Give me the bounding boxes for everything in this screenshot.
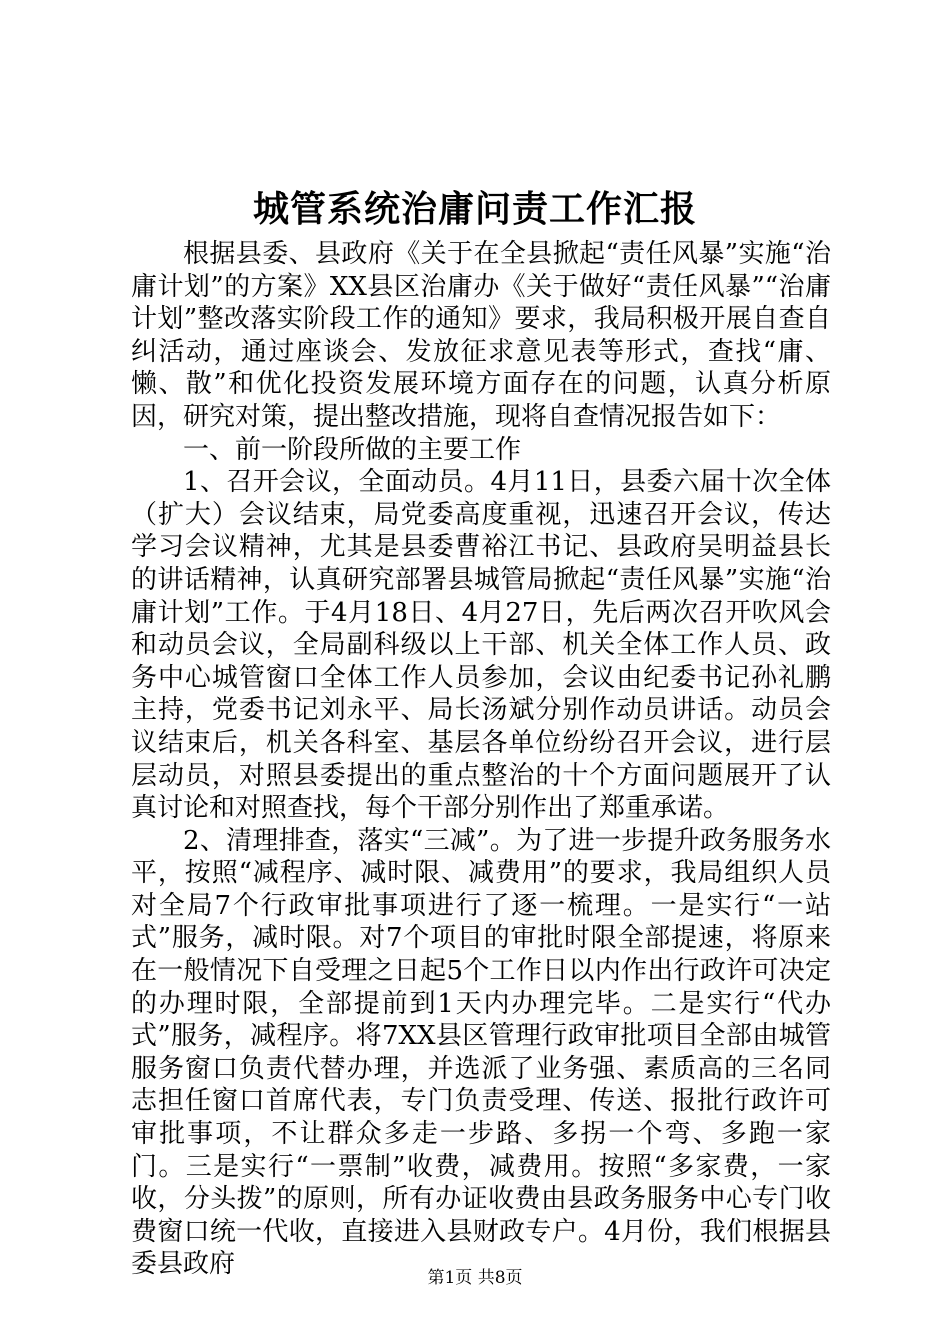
- section-heading-1: 一、前一阶段所做的主要工作: [183, 434, 522, 465]
- paragraph-item-2: 2、清理排查，落实“三减”。为了进一步提升政务服务水平，按照“减程序、减时限、减费用”的要求，我局组织人员对全局7个行政审批事项进行了逐一梳理。一是实行“一站式”服务，减时限。对7个项目的审批时限全部提速，将原来在一般情况下自受理之日起5个工作日以内作出行政许可决定的办理时限，全部提前到1天内办理完毕。二是实行“代办式”服务，减程序。将7XX县区管理行政审批项目全部由城管服务窗口负责代替办理，并选派了业务强、素质高的三名同志担任窗口首席代表，专门负责受理、传送、报批行政许可审批事项，不让群众多走一步路、多拐一个弯、多跑一家门。三是实行“一票制”收费，减费用。按照“多家费，一家收，分头拨”的原则，所有办证收费由县政务服务中心专门收费窗口统一代收，直接进入县财政专户。4月份，我们根据县委县政府: [131, 825, 831, 1280]
- document-title: 城管系统治庸问责工作汇报: [252, 188, 697, 230]
- paragraph-item-1: 1、召开会议，全面动员。4月11日，县委六届十次全体（扩大）会议结束，局党委高度重视，迅速召开会议，传达学习会议精神，尤其是县委曹裕江书记、县政府吴明益县长的讲话精神，认真研究部署县城管局掀起“责任风暴”实施“治庸计划”工作。于4月18日、4月27日，先后两次召开吹风会和动员会议，全局副科级以上干部、机关全体工作人员、政务中心城管窗口全体工作人员参加，会议由纪委书记孙礼鹏主持，党委书记刘永平、局长汤斌分别作动员讲话。动员会议结束后，机关各科室、基层各单位纷纷召开会议，进行层层动员，对照县委提出的重点整治的十个方面问题展开了认真讨论和对照查找，每个干部分别作出了郑重承诺。: [131, 467, 831, 824]
- document-body: [131, 238, 831, 1281]
- paragraph-intro: 根据县委、县政府《关于在全县掀起“责任风暴”实施“治庸计划”的方案》XX县区治庸办《关于做好“责任风暴”“治庸计划”整改落实阶段工作的通知》要求，我局积极开展自查自纠活动，通过座谈会、发放征求意见表等形式，查找“庸、懒、散”和优化投资发展环境方面存在的问题，认真分析原因，研究对策，提出整改措施，现将自查情况报告如下：: [131, 239, 831, 432]
- page-footer: 第1页 共8页: [427, 1268, 523, 1288]
